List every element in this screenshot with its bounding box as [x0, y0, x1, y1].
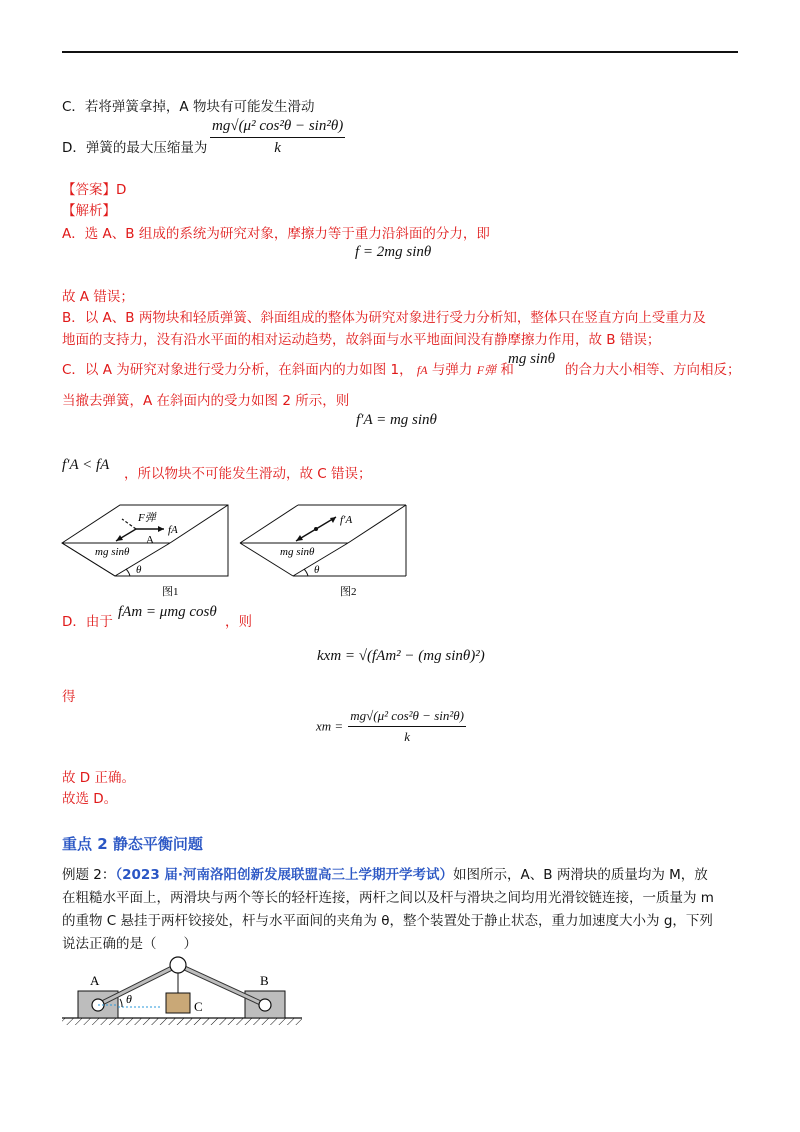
analysis-c-line2: 当撤去弹簧，A 在斜面内的受力如图 2 所示，则 [62, 393, 350, 409]
analysis-label: 【解析】 [62, 203, 116, 219]
analysis-c-mgsin: mg sinθ [508, 351, 555, 367]
analysis-d-line1-b: ，则 [225, 614, 252, 630]
analysis-d-xm: xm = [316, 718, 344, 734]
analysis-b-line1: B．以 A、B 两物块和轻质弹簧、斜面组成的整体为研究对象进行受力分析知，整体只在竖直方向上受重力及 [62, 310, 706, 326]
analysis-d-formula3 [316, 708, 466, 745]
analysis-d-conclusion: 故 D 正确。 [62, 770, 135, 786]
option-d [62, 139, 207, 157]
option-d-denominator: k [274, 140, 281, 156]
analysis-d-line1-a: D．由于 [62, 614, 113, 630]
analysis-c-line3: ，所以物块不可能发生滑动，故 C 错误； [124, 466, 372, 482]
fig3-theta: θ [126, 992, 132, 1006]
figure-1 [60, 503, 230, 603]
fig1-fa-label: fA [168, 524, 178, 536]
fig2-mg-label: mg sinθ [280, 546, 315, 558]
example-label: 例题 2： [62, 867, 116, 883]
example-text1: 如图所示，A、B 两滑块的质量均为 M，放 [453, 867, 708, 883]
figure-2 [238, 503, 408, 603]
analysis-c-line1 [62, 361, 514, 379]
answer-value: D [116, 182, 127, 198]
fig3-label-a: A [90, 973, 100, 988]
analysis-a-formula: f = 2mg sinθ [355, 244, 432, 260]
analysis-c-line1-b: 与弹力 [431, 362, 473, 378]
fig2-theta: θ [314, 564, 320, 576]
example-line3: 的重物 C 悬挂于两杆铰接处，杆与水平面间的夹角为 θ，整个装置处于静止状态，重力加速度大小为 g，下列 [62, 913, 713, 929]
fig1-a-label: A [146, 534, 154, 546]
final-answer: 故选 D。 [62, 791, 118, 807]
fig1-caption: 图1 [162, 586, 179, 598]
fig1-f-label: F弹 [138, 512, 156, 524]
fig1-mg-label: mg sinθ [95, 546, 130, 558]
fig3-label-c: C [194, 999, 203, 1014]
analysis-c-line1-a: C．以 A 为研究对象进行受力分析，在斜面内的力如图 1， [62, 362, 413, 378]
example-line4: 说法正确的是（ ） [62, 936, 197, 952]
analysis-d-formula2: kxm = √(fAm² − (mg sinθ)²) [317, 648, 485, 664]
analysis-c-line1-d: 的合力大小相等、方向相反； [565, 362, 741, 378]
analysis-d-de: 得 [62, 689, 76, 705]
option-d-formula [210, 118, 345, 157]
figure-3 [60, 955, 310, 1030]
analysis-c-fspring: F弹 [476, 363, 497, 377]
analysis-d-numerator: mg√(μ² cos²θ − sin²θ) [348, 708, 466, 727]
option-d-prefix: D．弹簧的最大压缩量为 [62, 140, 208, 156]
fig2-fa-label: f′A [340, 514, 353, 526]
example-source: （2023 届·河南洛阳创新发展联盟高三上学期开学考试） [115, 867, 454, 883]
analysis-a-conclusion: 故 A 错误； [62, 289, 134, 305]
fig2-caption: 图2 [340, 586, 357, 598]
option-c: C．若将弹簧拿掉，A 物块有可能发生滑动 [62, 99, 315, 115]
analysis-c-line1-c: 和 [500, 362, 514, 378]
analysis-c-inequality: f′A < fA [62, 457, 110, 473]
fig3-label-b: B [260, 973, 269, 988]
analysis-c-formula: f′A = mg sinθ [356, 412, 437, 428]
option-d-numerator: mg√(μ² cos²θ − sin²θ) [210, 118, 345, 138]
fig1-theta: θ [136, 564, 142, 576]
analysis-b-line2: 地面的支持力，没有沿水平面的相对运动趋势，故斜面与水平地面间没有静摩擦力作用，故 B 错误； [62, 332, 661, 348]
header-rule [62, 51, 738, 53]
analysis-c-fa: fA [416, 363, 428, 377]
analysis-d-formula1: fAm = μmg cosθ [118, 604, 217, 620]
answer-line [62, 181, 126, 199]
analysis-a-text: A．选 A、B 组成的系统为研究对象，摩擦力等于重力沿斜面的分力，即 [62, 226, 490, 242]
analysis-d-denominator: k [404, 729, 411, 744]
example-line2: 在粗糙水平面上，两滑块与两个等长的轻杆连接，两杆之间以及杆与滑块之间均用光滑铰链连接，一质量为 m [62, 890, 714, 906]
example-line1 [62, 866, 708, 884]
answer-label: 【答案】 [62, 182, 116, 198]
section-title: 重点 2 静态平衡问题 [62, 835, 203, 853]
